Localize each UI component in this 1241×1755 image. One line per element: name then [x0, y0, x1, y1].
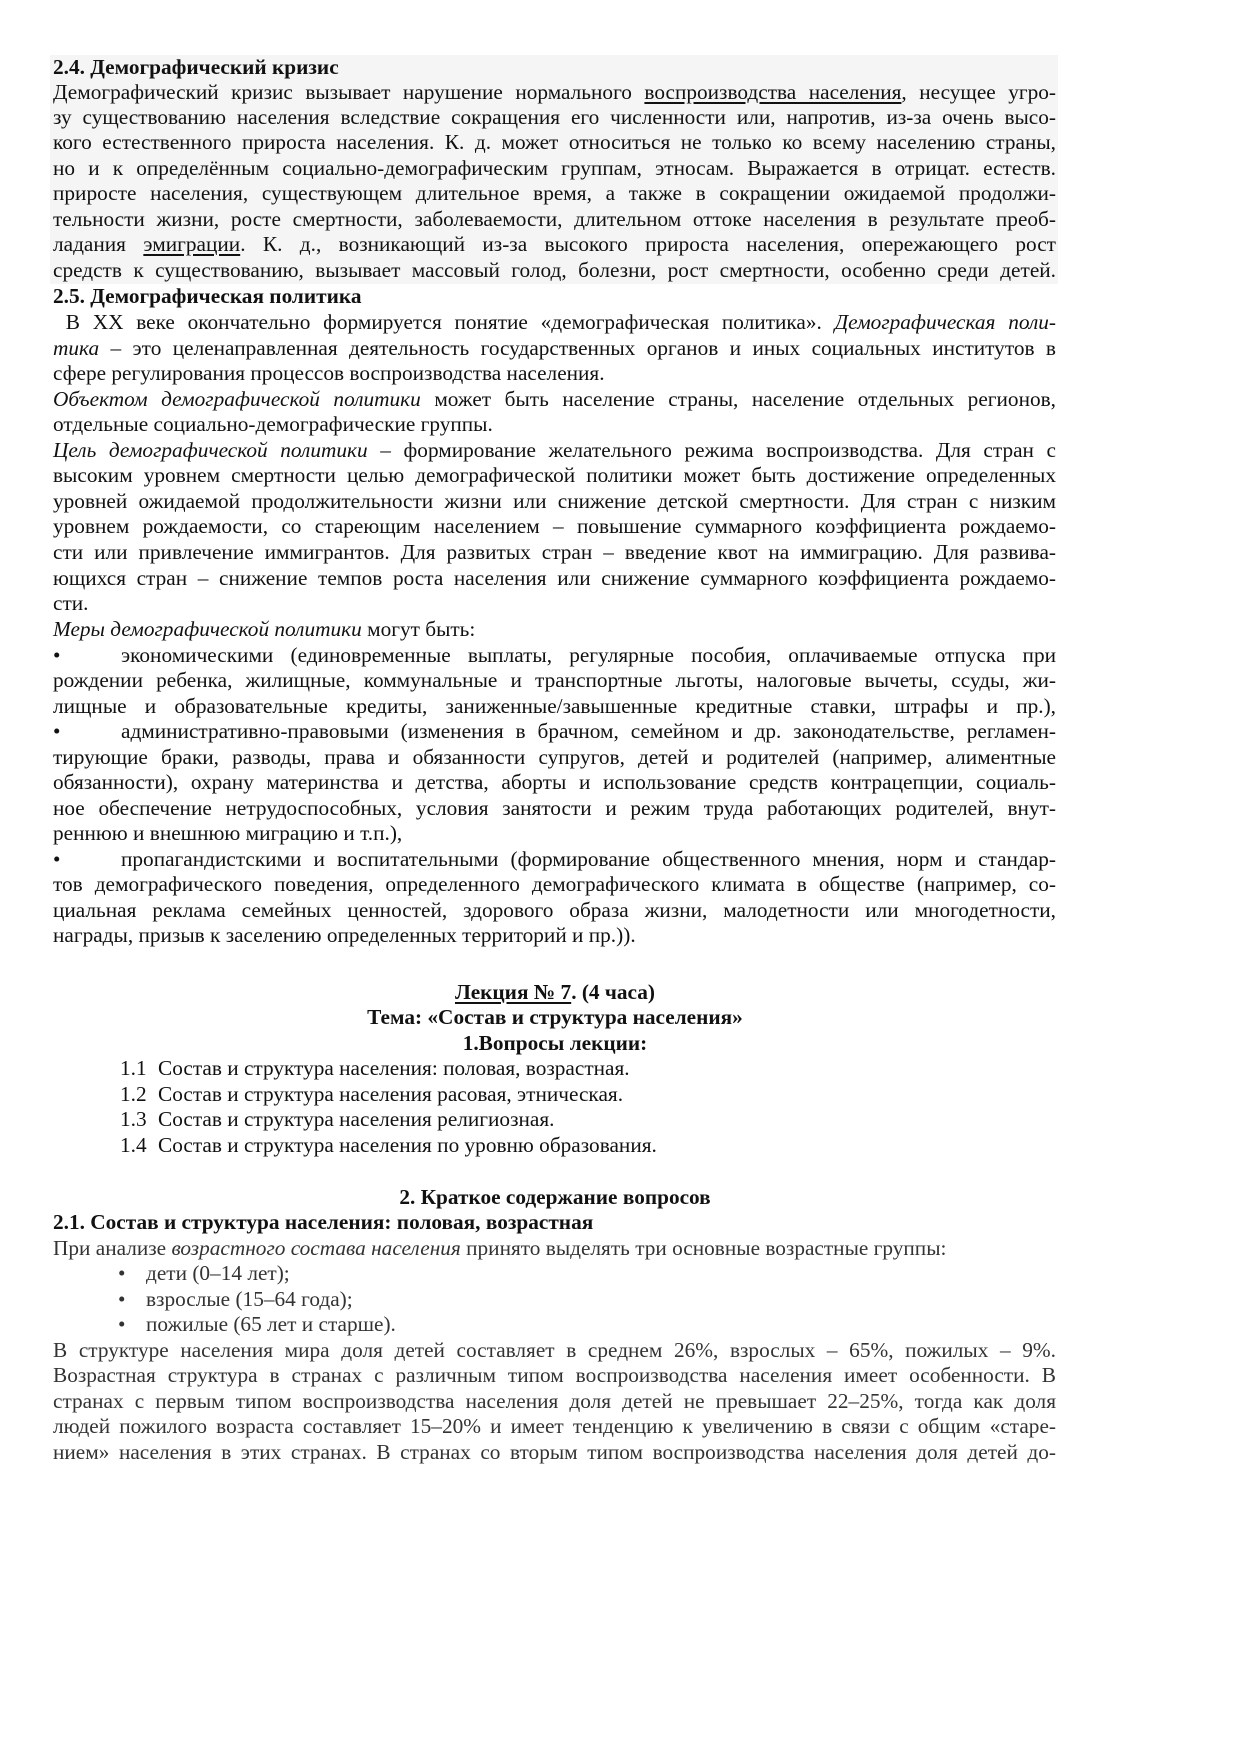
age-group-item — [118, 1312, 396, 1337]
section-2-4-line: средств к существованию, вызывает массовый голод, болезни, рост смертности, особенно среди детей. — [53, 258, 1056, 282]
age-group-text: взрослые (15–64 года); — [146, 1287, 353, 1311]
text-span: – это целенаправленная деятельность государственных органов и иных социальных институтов в — [99, 336, 1056, 360]
age-group-item — [118, 1287, 353, 1312]
text-span: При анализе — [53, 1236, 172, 1260]
question-text: Состав и структура населения расовая, этническая. — [158, 1082, 624, 1106]
measure-item-line: обязанности), охрану материнства и детства, аборты и использование средств контрацепции, социаль- — [53, 770, 1056, 794]
goal-line — [53, 438, 1056, 463]
lecture-topic: Тема: «Состав и структура населения» — [367, 1005, 743, 1029]
object-line — [53, 387, 1056, 412]
question-number: 1.1 — [120, 1056, 147, 1080]
goal-line: уровнем рождаемости, со стареющим населением – повышение суммарного коэффициента рождаемо- — [53, 514, 1056, 538]
measure-item-line: ное обеспечение нетрудоспособных, условия занятости и режим труда работающих родителей, внут- — [53, 796, 1056, 820]
section-2-4-line — [53, 80, 1056, 105]
section-2-1-line: странах с первым типом воспроизводства населения доля детей не превышает 22–25%, тогда как доля — [53, 1389, 1056, 1413]
bullet-icon: • — [53, 719, 61, 743]
section-2-5-line — [53, 310, 1056, 335]
section-2-4-heading: 2.4. Демографический кризис — [53, 55, 339, 79]
section-2-5-line — [53, 336, 1056, 361]
text-span: – формирование желательного режима воспроизводства. Для стран с — [367, 438, 1056, 462]
question-item — [120, 1082, 623, 1107]
bullet-icon: • — [53, 643, 61, 667]
section-2-5-heading: 2.5. Демографическая политика — [53, 284, 362, 308]
question-item — [120, 1107, 554, 1132]
text-span: Демографический кризис вызывает нарушение нормального — [53, 80, 645, 104]
section-2-4-line: приросте населения, существующем длительное время, а также в сокращении ожидаемой продолжи- — [53, 181, 1056, 205]
link-reproduction[interactable]: воспроизводства населения — [644, 80, 902, 104]
link-emigration[interactable]: эмиграции — [143, 232, 241, 256]
text-span: , несущее угро- — [901, 80, 1057, 104]
section-2-1-line: В структуре населения мира доля детей составляет в среднем 26%, взрослых – 65%, пожилых – 9%. — [53, 1338, 1056, 1362]
section-2-4-line — [53, 232, 1056, 257]
section-2-4-line: кого естественного прироста населения. К. д. может относиться не только ко всему населению страны, — [53, 130, 1056, 154]
age-group-item — [118, 1261, 290, 1286]
term-italic: Меры демографической политики — [53, 617, 362, 641]
object-line: отдельные социально-демографические группы. — [53, 412, 493, 436]
goal-line: высоким уровнем смертности целью демографической политики может быть достижение определенных — [53, 463, 1056, 487]
lecture-title — [50, 980, 1060, 1005]
bullet-icon: • — [53, 847, 61, 871]
measure-item-line: лищные и образовательные кредиты, заниженные/завышенные кредитные ставки, штрафы и пр.), — [53, 694, 1056, 718]
measures-line — [53, 617, 1056, 642]
section-2-1-line: Возрастная структура в странах с различным типом воспроизводства населения имеет особенности. В — [53, 1363, 1056, 1387]
summary-heading: 2. Краткое содержание вопросов — [399, 1185, 711, 1209]
bullet-icon: • — [118, 1261, 126, 1285]
text-span: пропагандистскими и воспитательными (формирование общественного мнения, норм и стандар- — [121, 847, 1056, 871]
questions-heading: 1.Вопросы лекции: — [462, 1031, 648, 1055]
measure-item — [53, 719, 1056, 744]
measure-item-line: награды, призыв к заселению определенных территорий и пр.)). — [53, 923, 636, 947]
goal-line: ющихся стран – снижение темпов роста населения или снижение суммарного коэффициента рождаемо- — [53, 566, 1056, 590]
term-italic: тика — [53, 336, 100, 360]
section-2-4-line: но и к определённым социально-демографическим группам, этносам. Выражается в отрицат. естеств. — [53, 156, 1056, 180]
age-group-text: пожилые (65 лет и старше). — [146, 1312, 396, 1336]
bullet-icon: • — [118, 1287, 126, 1311]
age-group-text: дети (0–14 лет); — [146, 1261, 290, 1285]
section-2-4-line: зу существованию населения вследствие сокращения его численности или, напротив, из-за очень высо- — [53, 105, 1056, 129]
bullet-icon: • — [118, 1312, 126, 1336]
goal-line: сти. — [53, 591, 89, 615]
term-italic: Демографическая поли- — [834, 310, 1057, 334]
question-text: Состав и структура населения по уровню образования. — [158, 1133, 657, 1157]
question-item — [120, 1133, 657, 1158]
question-number: 1.3 — [120, 1107, 147, 1131]
lecture-link[interactable]: Лекция № 7 — [454, 980, 572, 1004]
measure-item-line: реннюю и внешнюю миграцию и т.п.), — [53, 821, 403, 845]
section-2-4-line: тельности жизни, росте смертности, заболеваемости, длительном оттоке населения в результате преоб- — [53, 207, 1056, 231]
text-span: . К. д., возникающий из-за высокого прироста населения, опережающего рост — [240, 232, 1056, 256]
text-span: В XX веке окончательно формируется понятие «демографическая политика». — [53, 310, 835, 334]
question-text: Состав и структура населения: половая, возрастная. — [158, 1056, 630, 1080]
question-number: 1.4 — [120, 1133, 147, 1157]
measure-item-line: тирующие браки, разводы, права и обязанности супругов, детей и родителей (например, алиментные — [53, 745, 1056, 769]
goal-line: сти или привлечение иммигрантов. Для развитых стран – введение квот на иммиграцию. Для развива- — [53, 540, 1056, 564]
section-2-1-intro — [53, 1236, 1056, 1261]
question-item — [120, 1056, 630, 1081]
measure-item-line: рождении ребенка, жилищные, коммунальные и транспортные льготы, налоговые вычеты, ссуды, жи- — [53, 668, 1056, 692]
question-text: Состав и структура населения религиозная. — [158, 1107, 555, 1131]
measure-item-line: циальная реклама семейных ценностей, здорового образа жизни, малодетности или многодетности, — [53, 898, 1056, 922]
term-italic: возрастного состава населения — [171, 1236, 461, 1260]
question-number: 1.2 — [120, 1082, 147, 1106]
text-span: ладания — [53, 232, 144, 256]
term-italic: Цель демографической политики — [53, 438, 368, 462]
text-span: . (4 часа) — [571, 980, 656, 1004]
section-2-1-heading: 2.1. Состав и структура населения: половая, возрастная — [53, 1210, 594, 1234]
measure-item — [53, 643, 1056, 668]
text-span: административно-правовыми (изменения в брачном, семейном и др. законодательстве, регламен- — [121, 719, 1056, 743]
text-span: может быть население страны, население отдельных регионов, — [420, 387, 1056, 411]
section-2-1-line: людей пожилого возраста составляет 15–20% и имеет тенденцию к увеличению в связи с общим «старе- — [53, 1414, 1056, 1438]
goal-line: уровней ожидаемой продолжительности жизни или снижение детской смертности. Для стран с низким — [53, 489, 1056, 513]
text-span: экономическими (единовременные выплаты, регулярные пособия, оплачиваемые отпуска при — [121, 643, 1056, 667]
text-span: принято выделять три основные возрастные группы: — [460, 1236, 947, 1260]
section-2-5-line: сфере регулирования процессов воспроизводства населения. — [53, 361, 605, 385]
measure-item-line: тов демографического поведения, определенного демографического климата в обществе (например, со- — [53, 872, 1056, 896]
measure-item — [53, 847, 1056, 872]
text-span: могут быть: — [361, 617, 476, 641]
section-2-1-line: нием» населения в этих странах. В странах со вторым типом воспроизводства населения доля детей до- — [53, 1440, 1056, 1464]
term-italic: Объектом демографической политики — [53, 387, 421, 411]
